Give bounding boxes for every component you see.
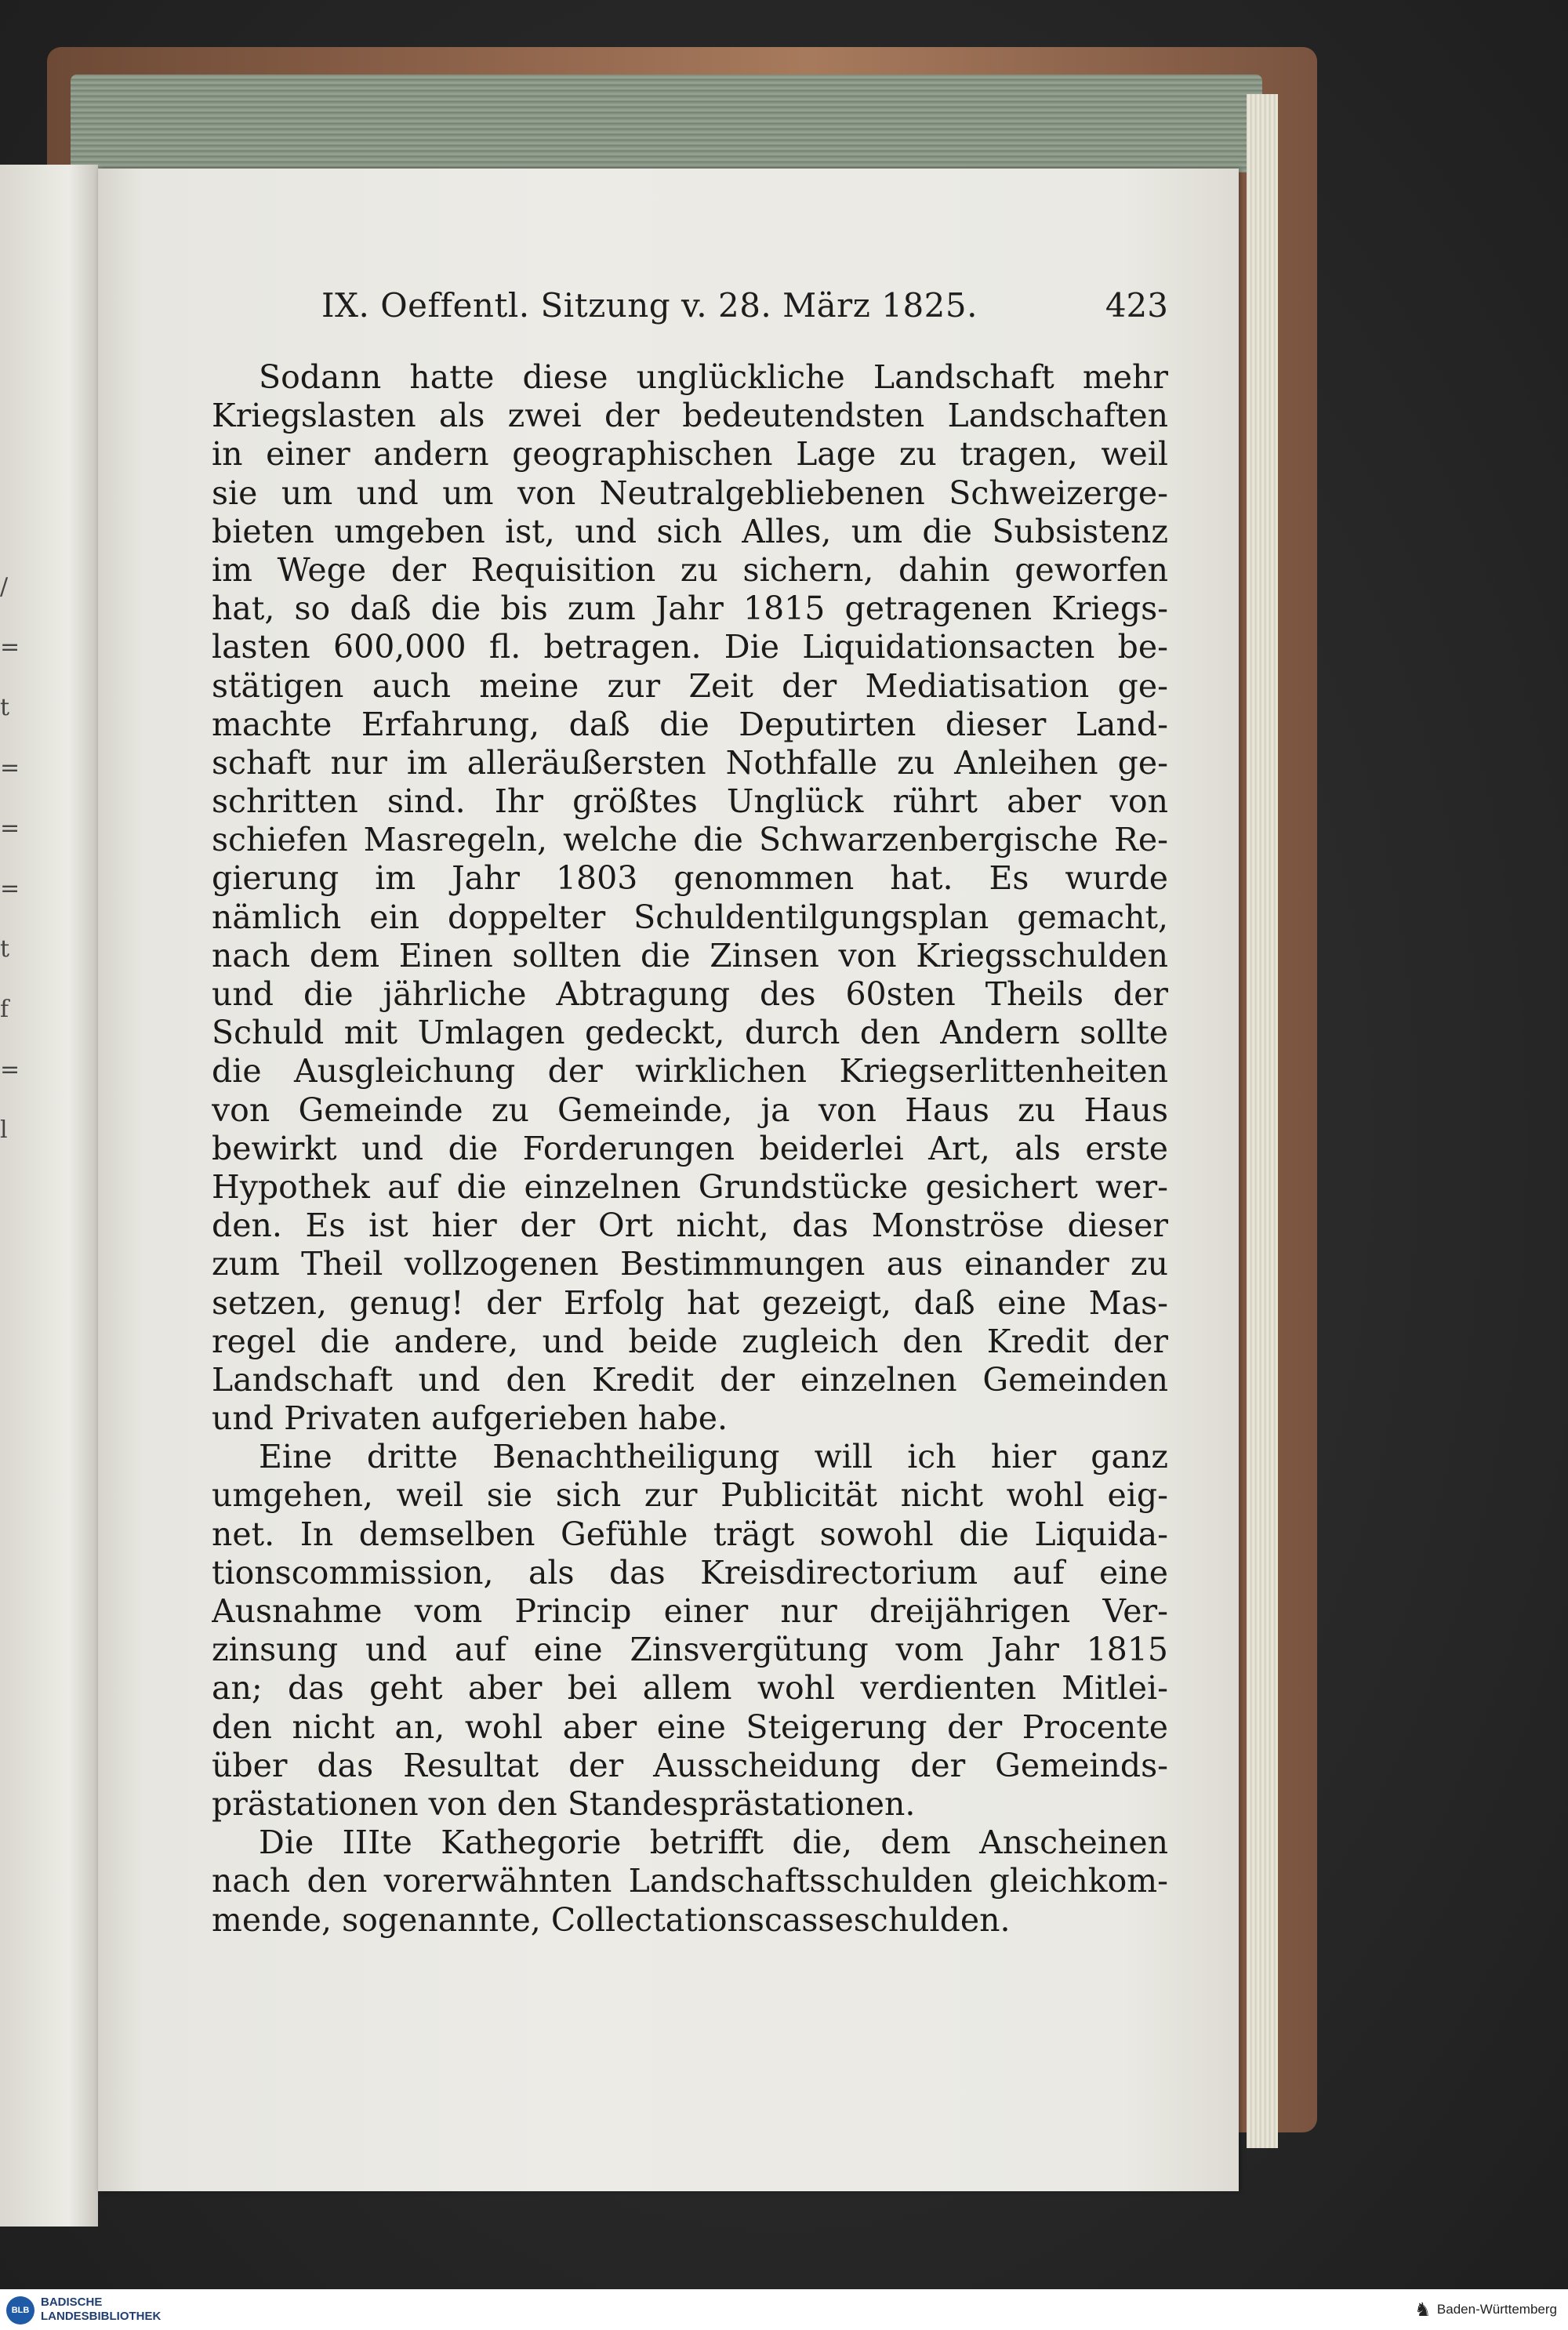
left-page-mark: l [0,1116,8,1144]
text-line: zum Theil vollzogenen Bestimmungen aus einander zu [212,1245,1168,1283]
text-line: regel die andere, und beide zugleich den Kredit der [212,1322,1168,1360]
text-line: Die IIIte Kathegorie betrifft die, dem Anscheinen [259,1824,1168,1862]
text-line: gierung im Jahr 1803 genommen hat. Es wurde [212,859,1168,898]
text-line: Schuld mit Umlagen gedeckt, durch den Andern sollte [212,1014,1168,1052]
library-name[interactable] [41,2296,161,2324]
text-line: hat, so daß die bis zum Jahr 1815 getragenen Kriegs- [212,590,1168,628]
text-line: und die jährliche Abtragung des 60sten Theils der [212,975,1168,1013]
text-line: Kriegslasten als zwei der bedeutendsten Landschaften [212,397,1168,435]
text-line: über das Resultat der Ausscheidung der Gemeinds- [212,1746,1168,1784]
text-line: mende, sogenannte, Collectationscasseschulden. [212,1900,1011,1939]
text-line: in einer andern geographischen Lage zu tragen, weil [212,435,1168,474]
text-line: Ausnahme vom Princip einer nur dreijährigen Ver- [212,1592,1168,1630]
text-line: Eine dritte Benachtheiligung will ich hier ganz [259,1438,1168,1476]
text-line: nach den vorerwähnten Landschaftsschulden gleichkom- [212,1862,1168,1900]
text-line: an; das geht aber bei allem wohl verdienten Mitlei- [212,1669,1168,1708]
left-page-mark: t [0,694,10,721]
left-page-mark: f [0,996,9,1023]
left-page-mark: = [0,754,20,782]
footer-bar [0,2289,1568,2330]
text-line: stätigen auch meine zur Zeit der Mediatisation ge- [212,666,1168,705]
text-line: Landschaft und den Kredit der einzelnen Gemeinden [212,1360,1168,1399]
text-line: tionscommission, als das Kreisdirectorium auf eine [212,1553,1168,1591]
page-number: 423 [1105,286,1168,325]
page-content [212,286,1168,1940]
text-line: und Privaten aufgerieben habe. [212,1399,728,1438]
library-name-line2: LANDESBIBLIOTHEK [41,2310,162,2323]
text-line: schaft nur im alleräußersten Nothfalle zu Anleihen ge- [212,743,1168,782]
text-line: lasten 600,000 fl. betragen. Die Liquidationsacten be- [212,628,1168,666]
left-page-mark: t [0,935,10,963]
text-line: bewirkt und die Forderungen beiderlei Art, als erste [212,1129,1168,1167]
text-line: den nicht an, wohl aber eine Steigerung der Procente [212,1708,1168,1746]
text-line: schiefen Masregeln, welche die Schwarzenbergische Re- [212,821,1168,859]
left-page-mark: = [0,875,20,902]
text-line: setzen, genug! der Erfolg hat gezeigt, daß eine Mas- [212,1283,1168,1322]
left-page-marks [0,557,24,1160]
running-title: IX. Oeffentl. Sitzung v. 28. März 1825. [321,286,978,325]
blb-logo-icon[interactable]: BLB [6,2296,34,2325]
left-page [0,165,98,2227]
text-line: im Wege der Requisition zu sichern, dahin geworfen [212,550,1168,589]
left-page-mark: = [0,815,20,842]
text-line: Hypothek auf die einzelnen Grundstücke gesichert wer- [212,1167,1168,1206]
body-text [212,358,1168,1940]
text-line: Sodann hatte diese unglückliche Landschaft mehr [259,358,1168,396]
left-page-mark: = [0,1056,20,1083]
text-line: nämlich ein doppelter Schuldentilgungsplan gemacht, [212,898,1168,936]
book-page [98,169,1239,2191]
text-line: die Ausgleichung der wirklichen Kriegserlittenheiten [212,1052,1168,1091]
book-page-edges-right [1247,94,1278,2148]
state-crest-icon[interactable]: ♞ [1414,2299,1432,2321]
text-line: machte Erfahrung, daß die Deputirten dieser Land- [212,705,1168,743]
text-line: sie um und um von Neutralgebliebenen Schweizerge- [212,474,1168,512]
left-page-mark: / [0,573,9,601]
library-name-line1: BADISCHE [41,2296,103,2309]
text-line: prästationen von den Standesprästationen. [212,1784,916,1823]
text-line: zinsung und auf eine Zinsvergütung vom Jahr 1815 [212,1631,1168,1669]
text-line: den. Es ist hier der Ort nicht, das Monströse dieser [212,1207,1168,1245]
page-header [212,286,1168,341]
text-line: nach dem Einen sollten die Zinsen von Kriegsschulden [212,936,1168,974]
text-line: von Gemeinde zu Gemeinde, ja von Haus zu Haus [212,1091,1168,1129]
text-line: schritten sind. Ihr größtes Unglück rührt aber von [212,782,1168,821]
text-line: bieten umgeben ist, und sich Alles, um die Subsistenz [212,512,1168,550]
text-line: net. In demselben Gefühle trägt sowohl die Liquida- [212,1515,1168,1553]
left-page-mark: = [0,633,20,661]
book-page-edges-top [71,74,1262,172]
text-line: umgehen, weil sie sich zur Publicität nicht wohl eig- [212,1476,1168,1515]
state-name[interactable]: Baden-Württemberg [1436,2302,1557,2317]
